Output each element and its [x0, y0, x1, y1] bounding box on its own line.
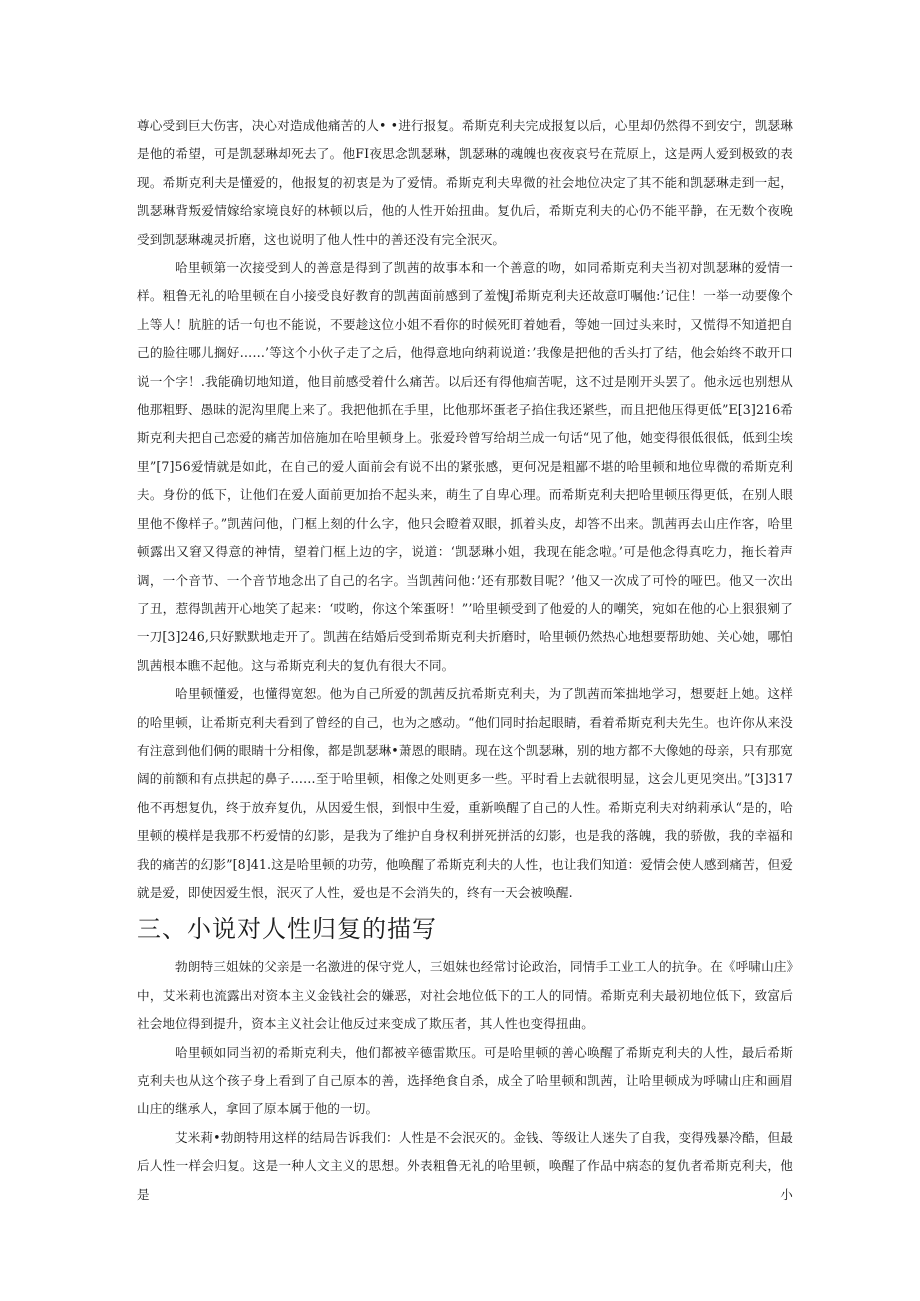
page-content	[137, 112, 793, 1209]
section-heading: 三、小说对人性归复的描写	[137, 915, 437, 944]
paragraph-hareton-heir: 哈里顿如同当初的希斯克利夫，他们都被辛德雷欺压。可是哈里顿的善心唤醒了希斯克利夫的人性，最后希斯克利夫也从这个孩子身上看到了自己原本的善，选择绝食自杀，成全了哈里顿和凯茜，让哈里顿成为呼啸山庄和画眉山庄的继承人，拿回了原本属于他的一切。	[137, 1044, 793, 1117]
paragraph-forgiveness: 哈里顿懂爱，也懂得宽恕。他为自己所爱的凯茜反抗希斯克利夫，为了凯茜而笨拙地学习，想要赶上她。这样的哈里顿，让希斯克利夫看到了曾经的自己，也为之感动。“他们同时抬起眼睛，看着希斯克利夫先生。也许你从来没有注意到他们俩的眼睛十分相像，都是凯瑟琳•萧恩的眼睛。现在这个凯瑟琳，别的地方都不大像她的母亲，只有那宽阔的前额和有点拱起的鼻子……至于哈里顿，相像之处则更多一些。平时看上去就很明显，这会儿更见突出。”[3]317他不再想复仇，终于放弃复仇，从因爱生恨，到恨中生爱，重新唤醒了自己的人性。希斯克利夫对纳莉承认“是的，哈里顿的模样是我那不朽爱情的幻影，是我为了维护自身权利拼死拼活的幻影，也是我的落魄，我的骄傲，我的幸福和我的痛苦的幻影”[8]41.这是哈里顿的功劳，他唤醒了希斯克利夫的人性，也让我们知道：爱情会使人感到痛苦，但爱就是爱，即使因爱生恨，泯灭了人性，爱也是不会消失的，终有一天会被唤醒.	[137, 686, 793, 900]
paragraph-hareton-kindness: 哈里顿第一次接受到人的善意是得到了凯茜的故事本和一个善意的吻，如同希斯克利夫当初对凯瑟琳的爱情一样。粗鲁无礼的哈里顿在自小接受良好教育的凯茜面前感到了羞愧J希斯克利夫还故意叮嘱他:’记住！一举一动要像个上等人！肮脏的话一句也不能说，不要趁这位小姐不看你的时候死盯着她看，等她一回过头来时，又慌得不知道把自己的脸往哪儿搁好……’等这个小伙子走了之后，他得意地向纳莉说道：’我像是把他的舌头打了结，他会始终不敢开口说一个字！.我能确切地知道，他目前感受着什么痛苦。以后还有得他痐苦呢，这不过是刚开头罢了。他永远也别想从他那粗野、愚昧的泥沟里爬上来了。我把他抓在手里，比他那坏蛋老子掐住我还紧些，而且把他压得更低”E[3]216希斯克利夫把自己恋爱的痛苦加倍施加在哈里顿身上。张爱玲曾写给胡兰成一句话“见了他，她变得很低很低，低到尘埃里”[7]56爱情就是如此，在自己的爱人面前会有说不出的紧张感，更何况是粗鄙不堪的哈里顿和地位卑微的希斯克利夫。身份的低下，让他们在爱人面前更加抬不起头来，萌生了自卑心理。而希斯克利夫把哈里顿压得更低，在别人眼里他不像样子。”凯茜问他，门框上刻的什么字，他只会瞪着双眼，抓着头皮，却答不出来。凯茜再去山庄作客，哈里顿露出又窘又得意的神情，望着门框上边的字，说道：‘凯瑟琳小姐，我现在能念啦。’可是他念得真吃力，拖长着声调，一个音节、一个音节地念出了自己的名字。当凯茜问他：’还有那数目呢？’他又一次成了可怜的哑巴。他又一次出了丑，惹得凯茜开心地笑了起来：‘哎哟，你这个笨蛋呀！”’哈里顿受到了他爱的人的嘲笑，宛如在他的心上狠狠剜了一刀[3]246,只好默默地走开了。凯茜在结婚后受到希斯克利夫折磨时，哈里顿仍然热心地想要帮助她、关心她，哪怕凯茜根本瞧不起他。这与希斯克利夫的复仇有很大不同。	[137, 260, 793, 673]
paragraph-bronte-politics: 勃朗特三姐妹的父亲是一名激进的保守党人，三姐妹也经常讨论政治，同情手工业工人的抗争。在《呼啸山庄》中，艾米莉也流露出对资本主义金钱社会的嫌恶，对社会地位低下的工人的同情。希斯克利夫最初地位低下，致富后社会地位得到提升，资本主义社会让他反过来变成了欺压者，其人性也变得扭曲。	[137, 959, 793, 1032]
paragraph-revenge-summary: 尊心受到巨大伤害，决心对造成他痛苦的人• •进行报复。希斯克利夫完成报复以后，心里却仍然得不到安宁，凯瑟琳是他的希望，可是凯瑟琳却死去了。他FI夜思念凯瑟琳，凯瑟琳的魂魄也夜夜哀号在荒原上，这是两人爱到极致的表现。希斯克利夫是懂爱的，他报复的初衷是为了爱情。希斯克利夫卑微的社会地位决定了其不能和凯瑟琳走到一起，凯瑟琳背叛爱情嫁给家境良好的林顿以后，他的人性开始扭曲。复仇后，希斯克利夫的心仍不能平静，在无数个夜晚受到凯瑟琳魂灵折磨，这也说明了他人性中的善还没有完全泯灭。	[137, 118, 793, 247]
paragraph-humanity-restored: 艾米莉•勃朗特用这样的结局告诉我们：人性是不会泯灭的。金钱、等级让人迷失了自我，变得残暴冷酷，但最后人性一样会归复。这是一种人文主义的思想。外表粗鲁无礼的哈里顿，唤醒了作品中病态的复仇者希斯克利夫，他是小	[137, 1129, 793, 1202]
